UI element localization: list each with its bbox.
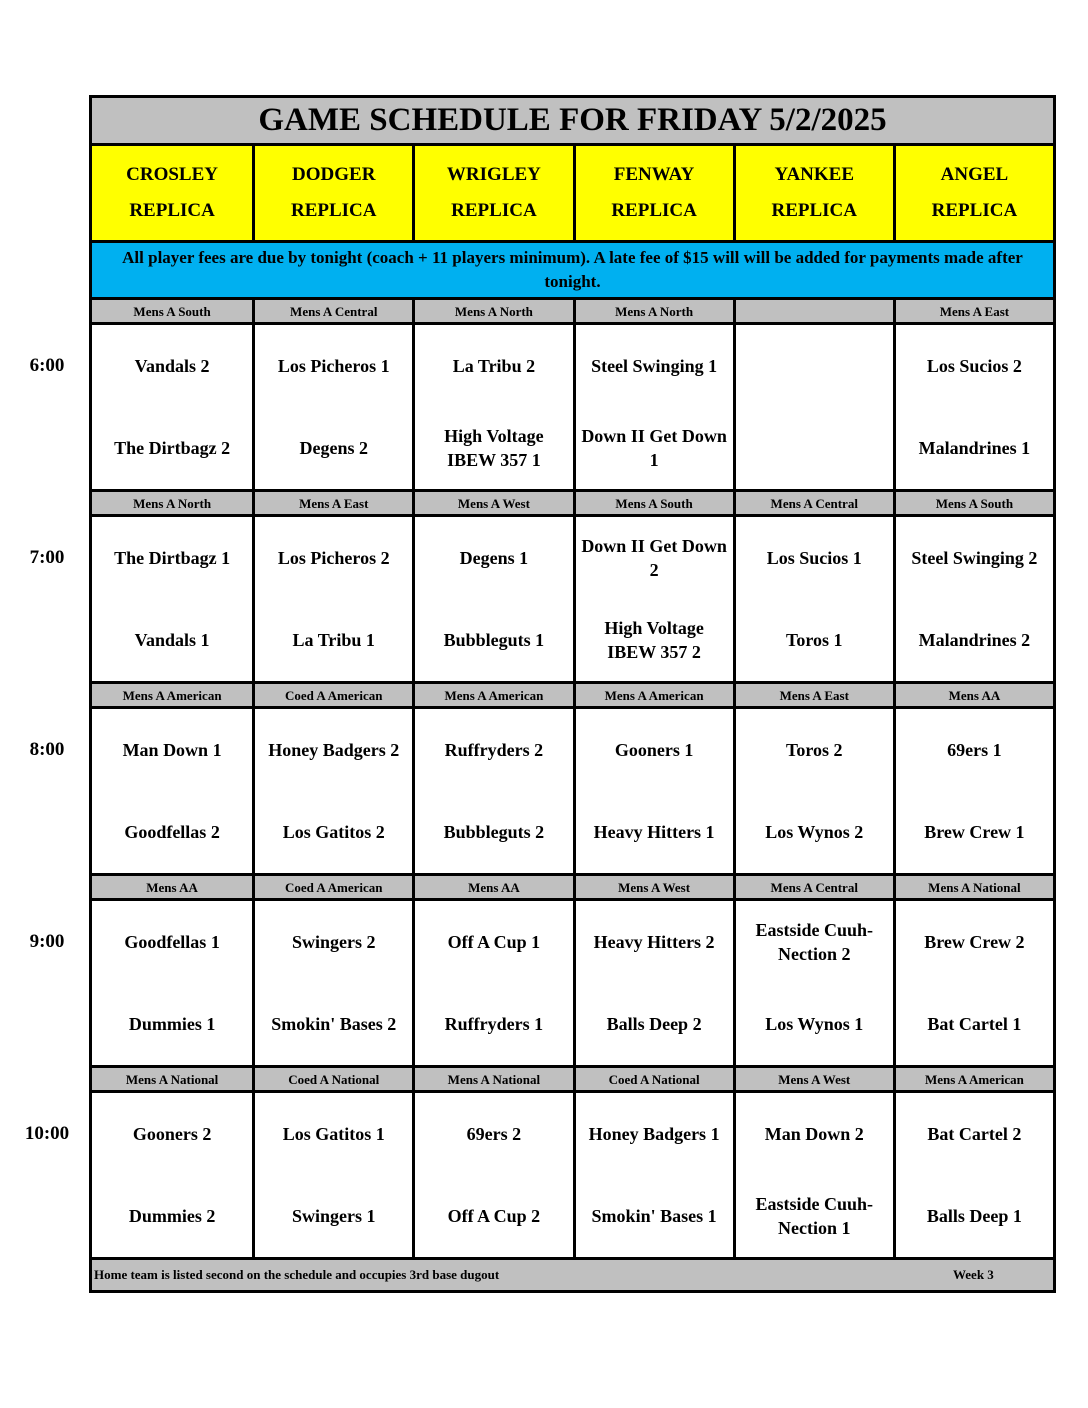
away-team: Vandals 2 xyxy=(134,356,210,376)
division-label: Mens A National xyxy=(125,1071,219,1087)
home-team: Smokin' Bases 2 xyxy=(271,1014,397,1034)
division-label: Mens A East xyxy=(252,492,412,514)
away-team: The Dirtbagz 1 xyxy=(114,548,231,568)
game-cell xyxy=(92,709,252,873)
division-label: Mens A East xyxy=(733,684,893,706)
home-team: Off A Cup 2 xyxy=(447,1206,541,1226)
field-header-wrigley xyxy=(412,146,572,240)
division-label: Mens A American xyxy=(122,687,222,703)
schedule-title: GAME SCHEDULE FOR FRIDAY 5/2/2025 xyxy=(92,98,1053,146)
game-cell xyxy=(573,901,733,1065)
field-header-angel xyxy=(893,146,1053,240)
game-cell xyxy=(573,325,733,489)
home-team: High Voltage IBEW 357 1 xyxy=(444,426,544,470)
division-label: Mens A American xyxy=(412,684,572,706)
away-team: Off A Cup 1 xyxy=(447,932,541,952)
home-team: Eastside Cuuh-Nection 1 xyxy=(755,1194,874,1238)
game-cell xyxy=(573,1093,733,1257)
game-cell xyxy=(252,709,412,873)
home-team: Smokin' Bases 1 xyxy=(591,1206,717,1226)
game-cell xyxy=(412,901,572,1065)
game-cell xyxy=(893,517,1053,681)
division-label: Mens A National xyxy=(893,876,1053,898)
home-team: Balls Deep 2 xyxy=(606,1014,702,1034)
field-sub: REPLICA xyxy=(129,200,215,221)
field-header-crosley xyxy=(92,146,252,240)
home-team: Bubbleguts 2 xyxy=(443,822,545,842)
away-team: Bat Cartel 2 xyxy=(927,1124,1022,1144)
division-row xyxy=(92,300,1053,325)
division-label: Mens A West xyxy=(733,1068,893,1090)
home-team-note: Home team is listed second on the schedule and occupies 3rd base dugout xyxy=(94,1267,500,1282)
away-team: Los Gatitos 1 xyxy=(282,1124,385,1144)
home-team: Los Wynos 2 xyxy=(765,822,864,842)
division-label: Mens A North xyxy=(573,300,733,322)
away-team: Los Picheros 2 xyxy=(277,548,390,568)
game-cell xyxy=(252,517,412,681)
field-sub: REPLICA xyxy=(451,200,537,221)
time-label: 7:00 xyxy=(29,547,65,568)
away-team: Down II Get Down 2 xyxy=(581,536,727,580)
fee-notice: All player fees are due by tonight (coach + 11 players minimum). A late fee of $15 will will be added for payments made after tonight. xyxy=(92,243,1053,300)
division-row xyxy=(92,1068,1053,1093)
home-team: La Tribu 1 xyxy=(292,630,375,650)
away-team: Brew Crew 2 xyxy=(924,932,1025,952)
home-team xyxy=(736,407,893,489)
away-team: 69ers 1 xyxy=(947,740,1002,760)
game-cell xyxy=(92,1093,252,1257)
home-team: Vandals 1 xyxy=(134,630,210,650)
division-label: Mens A American xyxy=(893,1068,1053,1090)
home-team: Toros 1 xyxy=(785,630,843,650)
away-team: Honey Badgers 2 xyxy=(268,740,400,760)
away-team: Los Sucios 1 xyxy=(766,548,862,568)
away-team: Steel Swinging 2 xyxy=(911,548,1038,568)
home-team: Brew Crew 1 xyxy=(924,822,1025,842)
division-label: Coed A National xyxy=(252,1068,412,1090)
division-label: Mens A American xyxy=(573,684,733,706)
game-cell xyxy=(412,325,572,489)
division-label xyxy=(733,300,893,322)
division-row xyxy=(92,492,1053,517)
home-team: Bubbleguts 1 xyxy=(443,630,545,650)
field-header-dodger xyxy=(252,146,412,240)
field-sub: REPLICA xyxy=(611,200,697,221)
away-team: Man Down 2 xyxy=(764,1124,864,1144)
home-team: Los Gatitos 2 xyxy=(282,822,385,842)
division-label: Mens A National xyxy=(412,1068,572,1090)
home-team: Heavy Hitters 1 xyxy=(593,822,715,842)
division-label: Mens A Central xyxy=(252,300,412,322)
game-row xyxy=(92,901,1053,1068)
division-label: Mens A South xyxy=(133,303,211,319)
game-cell xyxy=(252,1093,412,1257)
game-cell xyxy=(733,517,893,681)
away-team: Heavy Hitters 2 xyxy=(593,932,715,952)
time-label: 6:00 xyxy=(29,355,65,376)
away-team: Goodfellas 1 xyxy=(124,932,220,952)
footer-bar xyxy=(92,1260,1053,1290)
game-cell xyxy=(252,901,412,1065)
away-team: Swingers 2 xyxy=(291,932,376,952)
away-team: La Tribu 2 xyxy=(452,356,536,376)
division-label: Mens A North xyxy=(412,300,572,322)
field-name: ANGEL xyxy=(940,164,1009,185)
game-row xyxy=(92,1093,1053,1260)
home-team: Dummies 2 xyxy=(128,1206,216,1226)
field-name: FENWAY xyxy=(613,164,695,185)
game-cell xyxy=(92,517,252,681)
away-team: Gooners 1 xyxy=(614,740,694,760)
away-team: Degens 1 xyxy=(459,548,529,568)
field-name: WRIGLEY xyxy=(446,164,541,185)
home-team: Malandrines 2 xyxy=(918,630,1031,650)
home-team: The Dirtbagz 2 xyxy=(114,438,231,458)
away-team: Honey Badgers 1 xyxy=(588,1124,720,1144)
division-label: Coed A National xyxy=(573,1068,733,1090)
division-label: Mens AA xyxy=(893,684,1053,706)
game-row xyxy=(92,709,1053,876)
home-team: Balls Deep 1 xyxy=(926,1206,1022,1226)
game-row xyxy=(92,517,1053,684)
field-sub: REPLICA xyxy=(290,200,377,221)
field-header-yankee xyxy=(733,146,893,240)
division-label: Mens A South xyxy=(573,492,733,514)
game-cell xyxy=(573,517,733,681)
game-cell xyxy=(733,1093,893,1257)
game-cell xyxy=(92,901,252,1065)
game-cell xyxy=(733,709,893,873)
division-label: Coed A American xyxy=(252,684,412,706)
home-team: Los Wynos 1 xyxy=(765,1014,864,1034)
division-label: Mens A Central xyxy=(733,492,893,514)
division-label: Mens AA xyxy=(146,879,198,895)
field-header-row xyxy=(92,146,1053,243)
game-cell xyxy=(733,901,893,1065)
division-label: Mens A North xyxy=(133,495,212,511)
game-cell xyxy=(412,517,572,681)
game-cell xyxy=(893,1093,1053,1257)
home-team: Degens 2 xyxy=(299,438,368,458)
away-team: Toros 2 xyxy=(785,740,843,760)
game-cell xyxy=(412,709,572,873)
away-team: Man Down 1 xyxy=(122,740,222,760)
field-name: DODGER xyxy=(292,164,376,185)
home-team: Swingers 1 xyxy=(291,1206,376,1226)
home-team: Bat Cartel 1 xyxy=(927,1014,1022,1034)
home-team: Ruffryders 1 xyxy=(444,1014,544,1034)
division-label: Mens A Central xyxy=(733,876,893,898)
away-team: Steel Swinging 1 xyxy=(591,356,718,376)
division-label: Mens AA xyxy=(412,876,572,898)
division-label: Mens A West xyxy=(573,876,733,898)
away-team xyxy=(736,325,893,407)
time-label: 9:00 xyxy=(29,931,65,952)
field-sub: REPLICA xyxy=(771,200,857,221)
division-row xyxy=(92,684,1053,709)
home-team: Dummies 1 xyxy=(128,1014,216,1034)
game-cell xyxy=(893,709,1053,873)
away-team: Ruffryders 2 xyxy=(444,740,544,760)
home-team: Goodfellas 2 xyxy=(124,822,220,842)
away-team: Los Picheros 1 xyxy=(277,356,390,376)
time-label: 10:00 xyxy=(24,1123,70,1144)
home-team: High Voltage IBEW 357 2 xyxy=(604,618,704,662)
schedule-sheet xyxy=(89,95,1056,1293)
game-cell xyxy=(733,325,893,489)
game-cell xyxy=(893,901,1053,1065)
division-label: Mens A West xyxy=(412,492,572,514)
field-sub: REPLICA xyxy=(931,200,1018,221)
division-row xyxy=(92,876,1053,901)
away-team: Gooners 2 xyxy=(132,1124,212,1144)
division-label: Mens A East xyxy=(893,300,1053,322)
game-row xyxy=(92,325,1053,492)
game-cell xyxy=(92,325,252,489)
field-name: CROSLEY xyxy=(126,164,218,185)
field-name: YANKEE xyxy=(774,164,855,185)
game-cell xyxy=(893,325,1053,489)
game-cell xyxy=(252,325,412,489)
division-label: Mens A South xyxy=(893,492,1053,514)
home-team: Down II Get Down 1 xyxy=(581,426,727,470)
division-label: Coed A American xyxy=(252,876,412,898)
week-label: Week 3 xyxy=(953,1267,994,1282)
time-label: 8:00 xyxy=(29,739,65,760)
game-cell xyxy=(412,1093,572,1257)
away-team: Los Sucios 2 xyxy=(926,356,1022,376)
home-team: Malandrines 1 xyxy=(918,438,1031,458)
game-cell xyxy=(573,709,733,873)
field-header-fenway xyxy=(573,146,733,240)
away-team: Eastside Cuuh-Nection 2 xyxy=(755,920,874,964)
away-team: 69ers 2 xyxy=(466,1124,522,1144)
time-slots xyxy=(92,300,1053,1260)
